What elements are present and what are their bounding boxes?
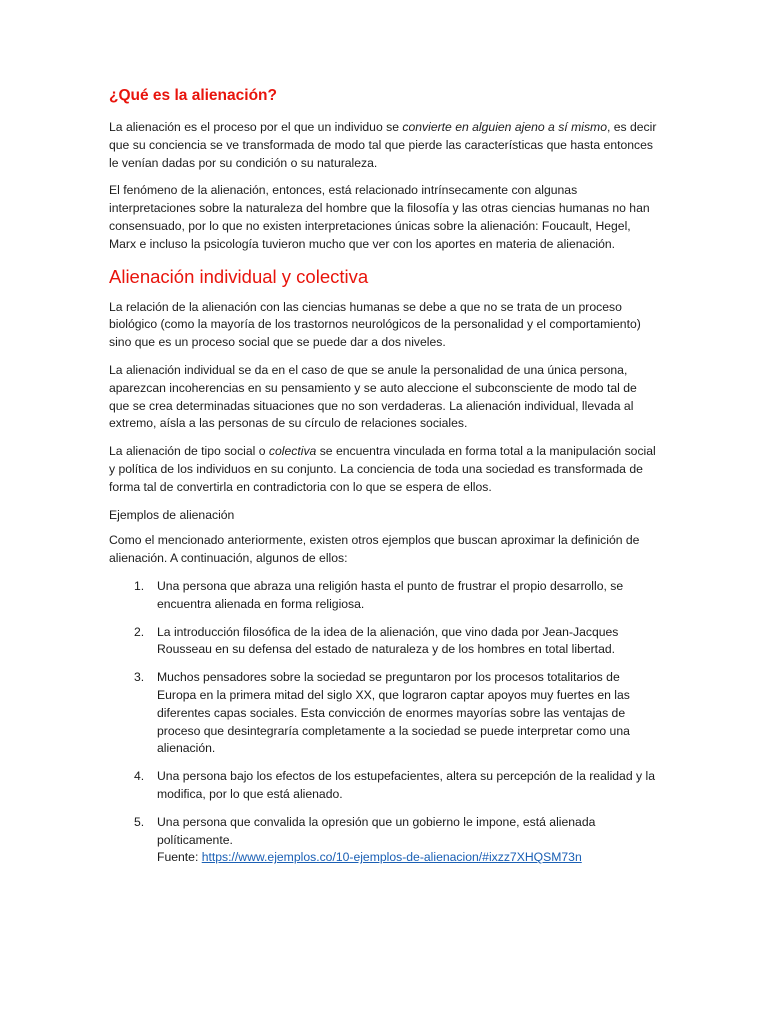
list-item — [134, 768, 660, 804]
heading-que-es-alienacion: ¿Qué es la alienación? — [109, 87, 277, 104]
list-item-text: Una persona que convalida la opresión que un gobierno le impone, está alienada políticamente. — [157, 814, 596, 847]
list-item — [134, 669, 660, 758]
social-text-b: se encuentra vinculada en forma total a la manipulación social y política de los individuos en su conjunto. La conciencia de toda una sociedad es transformada de forma tal de convertirla en contradictoria con lo que se espera de ellos. — [109, 444, 656, 494]
definition-emphasis: convierte en alguien ajeno a sí mismo — [402, 120, 607, 134]
list-item-number: 3. — [134, 670, 145, 685]
list-item — [134, 578, 660, 614]
list-item-number: 5. — [134, 814, 145, 829]
paragraph-definition — [109, 119, 660, 172]
paragraph-relation: La relación de la alienación con las ciencias humanas se debe a que no se trata de un proceso biológico (como la mayoría de los trastornos neurológicos de la personalidad y el comportamiento) sino que es un proceso social que se puede dar a dos niveles. — [109, 299, 641, 350]
examples-intro: Como el mencionado anteriormente, existen otros ejemplos que buscan aproximar la definición de alienación. A continuación, algunos de ellos: — [109, 533, 640, 566]
examples-list — [109, 578, 660, 867]
definition-text-a: La alienación es el proceso por el que un individuo se — [109, 120, 403, 134]
list-item-number: 1. — [134, 578, 145, 593]
list-item-number: 4. — [134, 769, 145, 784]
heading-individual-colectiva: Alienación individual y colectiva — [109, 265, 369, 287]
list-item — [134, 814, 660, 867]
paragraph-phenomenon: El fenómeno de la alienación, entonces, está relacionado intrínsecamente con algunas interpretaciones sobre la naturaleza del hombre que la filosofía y las otras ciencias humanas no han consensuado, por lo que no existen interpretaciones únicas sobre la alienación: Foucault, Hegel, Marx e incluso la psicología tuvieron mucho que ver con los aportes en materia de alienación. — [109, 183, 650, 251]
social-emphasis: colectiva — [268, 444, 317, 459]
source-link[interactable]: https://www.ejemplos.co/10-ejemplos-de-alienacion/#ixzz7XHQSM73n — [201, 850, 582, 865]
list-item — [134, 624, 660, 660]
paragraph-individual: La alienación individual se da en el caso de que se anule la personalidad de una única persona, aparezcan incoherencias en su pensamiento y se auto aleccione el subconsciente de modo tal de que se crea determinadas situaciones que no son verdaderas. La alienación individual, llevada al extremo, aísla a las personas de su círculo de relaciones sociales. — [109, 362, 637, 431]
list-item-text: Una persona que abraza una religión hasta el punto de frustrar el propio desarrollo, se encuentra alienada en forma religiosa. — [157, 578, 624, 611]
list-item-text: La introducción filosófica de la idea de la alienación, que vino dada por Jean-Jacques Rousseau en su defensa del estado de naturaleza y de los hombres en total libertad. — [157, 624, 619, 657]
paragraph-social — [109, 443, 660, 496]
social-text-a: La alienación de tipo social o — [109, 444, 269, 459]
list-item-text: Muchos pensadores sobre la sociedad se preguntaron por los procesos totalitarios de Europa en la primera mitad del siglo XX, que lograron captar apoyos muy fuertes en las diferentes capas sociales. Esta convicción de enormes mayorías sobre las ventajas de proceso que desintegraría completamente a la sociedad se puede interpretar como una alienación. — [157, 670, 630, 756]
list-item-number: 2. — [134, 624, 145, 639]
definition-text-b: , es decir que su conciencia se ve transformada de modo tal que pierde las características que hasta entonces le venían dadas por su condición o su naturaleza. — [109, 120, 657, 170]
list-item-text: Una persona bajo los efectos de los estupefacientes, altera su percepción de la realidad y la modifica, por lo que está alienado. — [157, 769, 655, 801]
examples-heading: Ejemplos de alienación — [109, 507, 235, 522]
source-label: Fuente: — [157, 850, 202, 865]
